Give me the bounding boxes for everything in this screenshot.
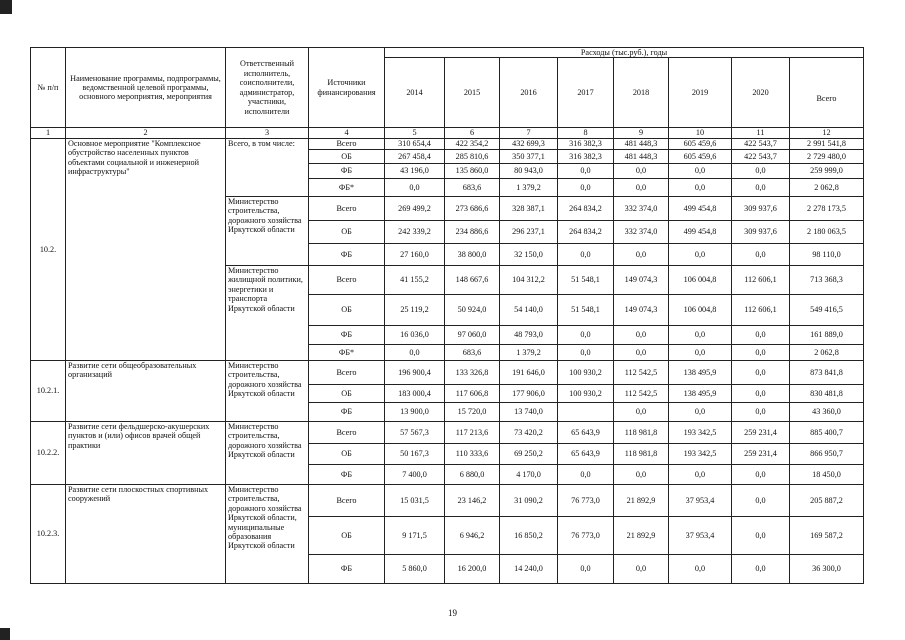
year-value: 14 240,0	[500, 554, 558, 583]
year-value: 0,0	[614, 402, 669, 421]
header-executor: Ответственный исполнитель, соисполнители, администратор, участники, исполнители	[226, 48, 309, 128]
year-value: 0,0	[669, 243, 732, 265]
header-year: 2015	[445, 58, 500, 128]
year-value: 112 606,1	[732, 294, 790, 325]
year-value: 0,0	[614, 554, 669, 583]
year-value: 0,0	[558, 464, 614, 484]
column-number: 8	[558, 128, 614, 138]
year-value: 191 646,0	[500, 360, 558, 384]
total-value: 161 889,0	[790, 325, 864, 344]
year-value: 16 850,2	[500, 516, 558, 554]
year-value: 100 930,2	[558, 384, 614, 402]
year-value: 328 387,1	[500, 196, 558, 220]
header-expenses: Расходы (тыс.руб.), годы	[385, 48, 864, 58]
year-value: 0,0	[732, 516, 790, 554]
year-value: 0,0	[732, 178, 790, 196]
year-value: 13 900,0	[385, 402, 445, 421]
header-num: № п/п	[31, 48, 66, 128]
column-number: 9	[614, 128, 669, 138]
year-value: 0,0	[558, 243, 614, 265]
column-number: 1	[31, 128, 66, 138]
year-value: 37 953,4	[669, 516, 732, 554]
year-value: 193 342,5	[669, 421, 732, 443]
year-value: 0,0	[614, 464, 669, 484]
year-value: 104 312,2	[500, 265, 558, 294]
column-numbering-row	[31, 128, 864, 138]
year-value: 135 860,0	[445, 163, 500, 178]
year-value: 183 000,4	[385, 384, 445, 402]
year-value: 267 458,4	[385, 149, 445, 163]
total-value: 2 729 480,0	[790, 149, 864, 163]
year-value: 0,0	[558, 325, 614, 344]
year-value: 0,0	[669, 402, 732, 421]
year-value: 316 382,3	[558, 149, 614, 163]
year-value: 38 800,0	[445, 243, 500, 265]
year-value: 481 448,3	[614, 149, 669, 163]
executor-cell: Министерство строительства, дорожного хозяйства Иркутской области	[226, 421, 309, 484]
total-value: 2 991 541,8	[790, 138, 864, 149]
year-value: 0,0	[614, 178, 669, 196]
year-value: 80 943,0	[500, 163, 558, 178]
year-value: 309 937,6	[732, 220, 790, 243]
total-value: 259 999,0	[790, 163, 864, 178]
header-year: 2018	[614, 58, 669, 128]
funding-source: ФБ	[309, 402, 385, 421]
year-value: 269 499,2	[385, 196, 445, 220]
year-value: 332 374,0	[614, 220, 669, 243]
year-value: 481 448,3	[614, 138, 669, 149]
total-value: 169 587,2	[790, 516, 864, 554]
year-value: 0,0	[732, 344, 790, 360]
year-value: 196 900,4	[385, 360, 445, 384]
year-value: 264 834,2	[558, 220, 614, 243]
year-value: 7 400,0	[385, 464, 445, 484]
year-value: 0,0	[732, 243, 790, 265]
header-total: Всего	[790, 58, 864, 128]
year-value: 51 548,1	[558, 294, 614, 325]
year-value: 31 090,2	[500, 484, 558, 516]
year-value: 0,0	[385, 178, 445, 196]
year-value: 259 231,4	[732, 421, 790, 443]
header-year: 2014	[385, 58, 445, 128]
year-value: 285 810,6	[445, 149, 500, 163]
year-value: 117 213,6	[445, 421, 500, 443]
total-value: 2 062,8	[790, 344, 864, 360]
year-value: 16 200,0	[445, 554, 500, 583]
year-value: 149 074,3	[614, 265, 669, 294]
total-value: 713 368,3	[790, 265, 864, 294]
year-value: 0,0	[385, 344, 445, 360]
funding-source: ФБ*	[309, 178, 385, 196]
row-code: 10.2.2.	[31, 421, 66, 484]
funding-source: ФБ	[309, 163, 385, 178]
funding-source: ОБ	[309, 149, 385, 163]
year-value: 51 548,1	[558, 265, 614, 294]
year-value: 0,0	[558, 178, 614, 196]
funding-source: Всего	[309, 484, 385, 516]
year-value: 138 495,9	[669, 360, 732, 384]
year-value: 605 459,6	[669, 149, 732, 163]
year-value: 100 930,2	[558, 360, 614, 384]
executor-cell: Всего, в том числе:	[226, 138, 309, 196]
year-value: 264 834,2	[558, 196, 614, 220]
year-value: 683,6	[445, 178, 500, 196]
year-value: 97 060,0	[445, 325, 500, 344]
row-code: 10.2.	[31, 138, 66, 360]
funding-source: Всего	[309, 196, 385, 220]
year-value: 54 140,0	[500, 294, 558, 325]
measure-name: Основное мероприятие "Комплексное обустройство населенных пунктов объектами социальной и инженерной инфраструктуры"	[66, 138, 226, 360]
column-number: 6	[445, 128, 500, 138]
year-value: 0,0	[558, 344, 614, 360]
total-value: 98 110,0	[790, 243, 864, 265]
year-value: 193 342,5	[669, 443, 732, 464]
year-value: 499 454,8	[669, 220, 732, 243]
year-value: 0,0	[732, 163, 790, 178]
funding-source: ОБ	[309, 294, 385, 325]
funding-source: Всего	[309, 360, 385, 384]
header-year: 2016	[500, 58, 558, 128]
year-value: 112 606,1	[732, 265, 790, 294]
funding-source: ФБ	[309, 464, 385, 484]
funding-source: ФБ	[309, 325, 385, 344]
column-number: 12	[790, 128, 864, 138]
scan-corner-mark	[0, 628, 10, 640]
header-year: 2020	[732, 58, 790, 128]
year-value: 65 643,9	[558, 443, 614, 464]
total-value: 18 450,0	[790, 464, 864, 484]
year-value: 316 382,3	[558, 138, 614, 149]
year-value: 0,0	[732, 325, 790, 344]
funding-source: Всего	[309, 421, 385, 443]
total-value: 885 400,7	[790, 421, 864, 443]
year-value: 50 167,3	[385, 443, 445, 464]
table-row	[31, 138, 864, 149]
year-value: 25 119,2	[385, 294, 445, 325]
year-value: 5 860,0	[385, 554, 445, 583]
table-row	[31, 360, 864, 384]
year-value: 242 339,2	[385, 220, 445, 243]
year-value: 0,0	[669, 554, 732, 583]
year-value: 422 354,2	[445, 138, 500, 149]
year-value: 0,0	[732, 402, 790, 421]
year-value: 37 953,4	[669, 484, 732, 516]
year-value: 27 160,0	[385, 243, 445, 265]
executor-cell: Министерство жилищной политики, энергетики и транспорта Иркутской области	[226, 265, 309, 360]
year-value: 148 667,6	[445, 265, 500, 294]
year-value: 23 146,2	[445, 484, 500, 516]
row-code: 10.2.1.	[31, 360, 66, 421]
year-value: 15 720,0	[445, 402, 500, 421]
year-value: 310 654,4	[385, 138, 445, 149]
total-value: 43 360,0	[790, 402, 864, 421]
year-value: 309 937,6	[732, 196, 790, 220]
year-value: 65 643,9	[558, 421, 614, 443]
year-value: 1 379,2	[500, 178, 558, 196]
column-number: 11	[732, 128, 790, 138]
executor-cell: Министерство строительства, дорожного хозяйства Иркутской области	[226, 360, 309, 421]
year-value: 106 004,8	[669, 265, 732, 294]
year-value: 6 946,2	[445, 516, 500, 554]
year-value: 296 237,1	[500, 220, 558, 243]
year-value: 15 031,5	[385, 484, 445, 516]
year-value: 16 036,0	[385, 325, 445, 344]
total-value: 830 481,8	[790, 384, 864, 402]
table-body	[31, 138, 864, 583]
header-year: 2019	[669, 58, 732, 128]
year-value: 0,0	[614, 163, 669, 178]
measure-name: Развитие сети плоскостных спортивных сооружений	[66, 484, 226, 583]
year-value: 0,0	[732, 554, 790, 583]
year-value: 112 542,5	[614, 384, 669, 402]
year-value: 177 906,0	[500, 384, 558, 402]
funding-source: ОБ	[309, 443, 385, 464]
year-value: 138 495,9	[669, 384, 732, 402]
year-value: 73 420,2	[500, 421, 558, 443]
year-value: 112 542,5	[614, 360, 669, 384]
executor-cell: Министерство строительства, дорожного хозяйства Иркутской области	[226, 196, 309, 265]
year-value: 1 379,2	[500, 344, 558, 360]
year-value: 0,0	[669, 464, 732, 484]
year-value: 234 886,6	[445, 220, 500, 243]
year-value: 21 892,9	[614, 516, 669, 554]
year-value: 0,0	[558, 163, 614, 178]
year-value: 118 981,8	[614, 421, 669, 443]
table-row	[31, 484, 864, 516]
year-value: 0,0	[558, 554, 614, 583]
year-value: 106 004,8	[669, 294, 732, 325]
year-value: 0,0	[669, 344, 732, 360]
year-value: 43 196,0	[385, 163, 445, 178]
year-value: 332 374,0	[614, 196, 669, 220]
header-name: Наименование программы, подпрограммы, ведомственной целевой программы, основного мероприятия, мероприятия	[66, 48, 226, 128]
year-value: 0,0	[614, 325, 669, 344]
total-value: 205 887,2	[790, 484, 864, 516]
year-value: 422 543,7	[732, 149, 790, 163]
year-value: 9 171,5	[385, 516, 445, 554]
total-value: 549 416,5	[790, 294, 864, 325]
column-number: 10	[669, 128, 732, 138]
year-value: 69 250,2	[500, 443, 558, 464]
executor-cell: Министерство строительства, дорожного хозяйства Иркутской области, муниципальные образования Иркутской области	[226, 484, 309, 583]
year-value: 0,0	[669, 325, 732, 344]
year-value: 6 880,0	[445, 464, 500, 484]
header-year: 2017	[558, 58, 614, 128]
total-value: 2 278 173,5	[790, 196, 864, 220]
row-code: 10.2.3.	[31, 484, 66, 583]
funding-source: Всего	[309, 138, 385, 149]
year-value: 133 326,8	[445, 360, 500, 384]
budget-table	[30, 47, 864, 584]
total-value: 2 062,8	[790, 178, 864, 196]
year-value: 0,0	[732, 360, 790, 384]
year-value: 683,6	[445, 344, 500, 360]
year-value: 76 773,0	[558, 484, 614, 516]
year-value: 41 155,2	[385, 265, 445, 294]
funding-source: ФБ	[309, 243, 385, 265]
year-value: 432 699,3	[500, 138, 558, 149]
year-value: 50 924,0	[445, 294, 500, 325]
table-row	[31, 421, 864, 443]
scan-corner-mark	[0, 0, 12, 14]
year-value: 0,0	[669, 163, 732, 178]
year-value: 21 892,9	[614, 484, 669, 516]
year-value: 13 740,0	[500, 402, 558, 421]
funding-source: ОБ	[309, 384, 385, 402]
column-number: 2	[66, 128, 226, 138]
year-value: 0,0	[669, 178, 732, 196]
total-value: 2 180 063,5	[790, 220, 864, 243]
year-value: 118 981,8	[614, 443, 669, 464]
year-value: 4 170,0	[500, 464, 558, 484]
funding-source: ФБ	[309, 554, 385, 583]
funding-source: Всего	[309, 265, 385, 294]
header-source: Источники финансирования	[309, 48, 385, 128]
total-value: 866 950,7	[790, 443, 864, 464]
year-value: 117 606,8	[445, 384, 500, 402]
year-value: 149 074,3	[614, 294, 669, 325]
column-number: 4	[309, 128, 385, 138]
funding-source: ОБ	[309, 516, 385, 554]
year-value: 48 793,0	[500, 325, 558, 344]
year-value: 32 150,0	[500, 243, 558, 265]
year-value: 605 459,6	[669, 138, 732, 149]
year-value: 273 686,6	[445, 196, 500, 220]
year-value: 110 333,6	[445, 443, 500, 464]
column-number: 3	[226, 128, 309, 138]
total-value: 36 300,0	[790, 554, 864, 583]
year-value: 0,0	[732, 464, 790, 484]
year-value	[558, 402, 614, 421]
year-value: 350 377,1	[500, 149, 558, 163]
measure-name: Развитие сети фельдшерско-акушерских пунктов и (или) офисов врачей общей практики	[66, 421, 226, 484]
funding-source: ОБ	[309, 220, 385, 243]
measure-name: Развитие сети общеобразовательных организаций	[66, 360, 226, 421]
year-value: 0,0	[732, 384, 790, 402]
year-value: 499 454,8	[669, 196, 732, 220]
total-value: 873 841,8	[790, 360, 864, 384]
year-value: 0,0	[732, 484, 790, 516]
year-value: 57 567,3	[385, 421, 445, 443]
funding-source: ФБ*	[309, 344, 385, 360]
page-number: 19	[448, 608, 457, 618]
column-number: 5	[385, 128, 445, 138]
year-value: 76 773,0	[558, 516, 614, 554]
year-value: 422 543,7	[732, 138, 790, 149]
column-number: 7	[500, 128, 558, 138]
year-value: 0,0	[614, 243, 669, 265]
year-value: 0,0	[614, 344, 669, 360]
year-value: 259 231,4	[732, 443, 790, 464]
